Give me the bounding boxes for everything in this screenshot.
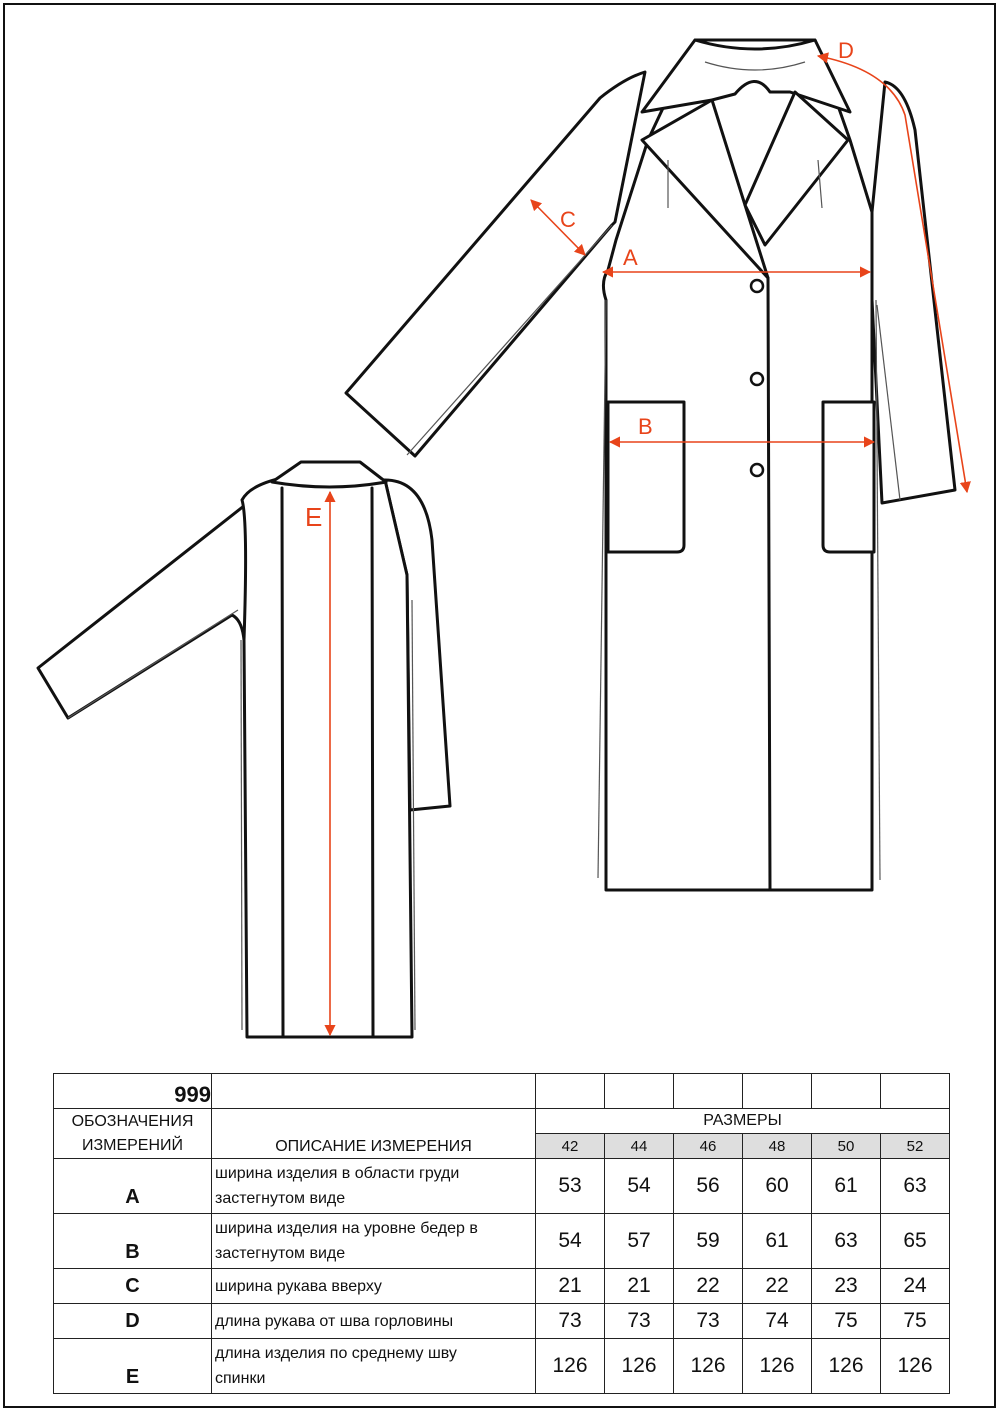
value-cell: 21 xyxy=(605,1269,674,1304)
front-left-sleeve xyxy=(346,72,645,456)
row-description: ширина рукава вверху xyxy=(212,1269,536,1304)
value-cell: 22 xyxy=(743,1269,812,1304)
size-cell: 44 xyxy=(605,1134,674,1159)
model-code: 999 xyxy=(54,1074,212,1109)
size-cell: 52 xyxy=(881,1134,950,1159)
designations-header: ОБОЗНАЧЕНИЯ ИЗМЕРЕНИЙ xyxy=(54,1109,212,1159)
back-collar xyxy=(272,462,386,487)
sizes-header: РАЗМЕРЫ xyxy=(536,1109,950,1134)
row-code: E xyxy=(54,1339,212,1394)
front-placket xyxy=(768,278,770,890)
table-row-c xyxy=(54,1269,950,1304)
value-cell: 54 xyxy=(536,1214,605,1269)
value-cell: 59 xyxy=(674,1214,743,1269)
size-chart-table xyxy=(53,1073,950,1394)
table-row-a xyxy=(54,1159,950,1214)
coat-back xyxy=(38,462,450,1037)
value-cell: 22 xyxy=(674,1269,743,1304)
back-left-panel-seam xyxy=(282,488,283,1037)
measure-a-label: A xyxy=(623,245,638,270)
value-cell: 126 xyxy=(743,1339,812,1394)
table-row-d xyxy=(54,1304,950,1339)
value-cell: 75 xyxy=(812,1304,881,1339)
value-cell: 65 xyxy=(881,1214,950,1269)
back-body xyxy=(242,478,412,1037)
front-right-pocket xyxy=(823,402,874,552)
value-cell: 126 xyxy=(674,1339,743,1394)
row-code: B xyxy=(54,1214,212,1269)
value-cell: 73 xyxy=(674,1304,743,1339)
back-right-panel-seam xyxy=(372,488,373,1037)
value-cell: 21 xyxy=(536,1269,605,1304)
measure-b-label: B xyxy=(638,414,653,439)
row-description: ширина изделия в области груди застегнутом виде xyxy=(212,1159,536,1214)
size-cell: 50 xyxy=(812,1134,881,1159)
value-cell: 73 xyxy=(605,1304,674,1339)
description-header: ОПИСАНИЕ ИЗМЕРЕНИЯ xyxy=(212,1109,536,1159)
row-description: ширина изделия на уровне бедер в застегнутом виде xyxy=(212,1214,536,1269)
size-cell: 46 xyxy=(674,1134,743,1159)
measure-d-label: D xyxy=(838,38,854,63)
value-cell: 126 xyxy=(881,1339,950,1394)
value-cell: 61 xyxy=(812,1159,881,1214)
row-description: длина изделия по среднему шву спинки xyxy=(212,1339,536,1394)
table-row-b xyxy=(54,1214,950,1269)
size-cell: 42 xyxy=(536,1134,605,1159)
value-cell: 60 xyxy=(743,1159,812,1214)
value-cell: 63 xyxy=(812,1214,881,1269)
value-cell: 23 xyxy=(812,1269,881,1304)
value-cell: 126 xyxy=(605,1339,674,1394)
value-cell: 75 xyxy=(881,1304,950,1339)
value-cell: 56 xyxy=(674,1159,743,1214)
value-cell: 61 xyxy=(743,1214,812,1269)
value-cell: 74 xyxy=(743,1304,812,1339)
row-description: длина рукава от шва горловины xyxy=(212,1304,536,1339)
value-cell: 24 xyxy=(881,1269,950,1304)
value-cell: 53 xyxy=(536,1159,605,1214)
value-cell: 126 xyxy=(536,1339,605,1394)
row-code: A xyxy=(54,1159,212,1214)
table-header-row xyxy=(54,1109,950,1134)
value-cell: 63 xyxy=(881,1159,950,1214)
front-button-1 xyxy=(751,280,763,292)
table-row-e xyxy=(54,1339,950,1394)
front-right-sleeve xyxy=(872,82,955,503)
size-cell: 48 xyxy=(743,1134,812,1159)
row-code: C xyxy=(54,1269,212,1304)
value-cell: 57 xyxy=(605,1214,674,1269)
row-code: D xyxy=(54,1304,212,1339)
front-button-2 xyxy=(751,373,763,385)
front-button-3 xyxy=(751,464,763,476)
measure-e-label: E xyxy=(305,502,323,532)
measure-c-label: C xyxy=(560,207,576,232)
value-cell: 54 xyxy=(605,1159,674,1214)
value-cell: 73 xyxy=(536,1304,605,1339)
table-top-row xyxy=(54,1074,950,1109)
value-cell: 126 xyxy=(812,1339,881,1394)
